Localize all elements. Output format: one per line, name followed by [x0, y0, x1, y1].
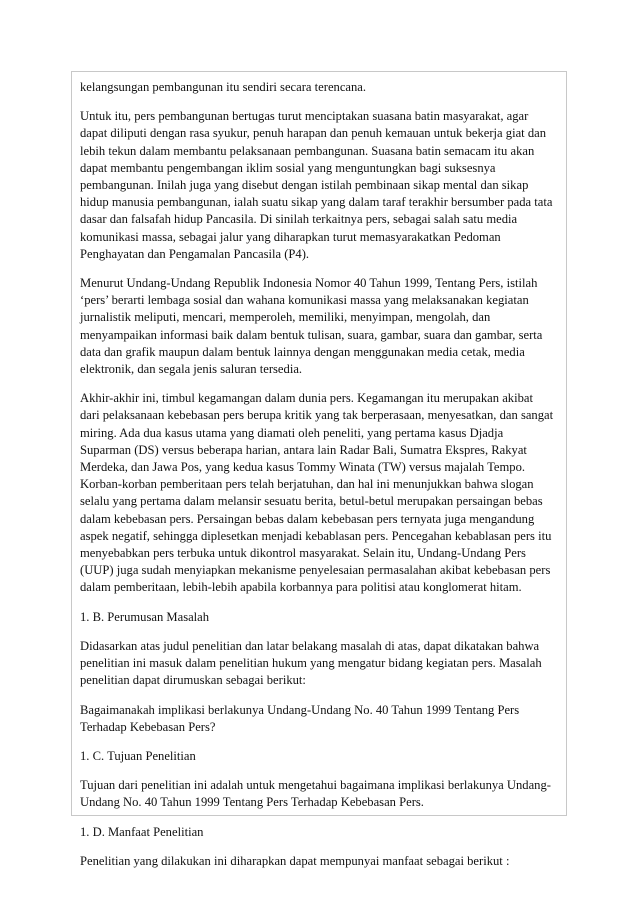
- text-line: (UUP) juga sudah menyiapkan mekanisme penyelesaian permasalahan akibat kebebasan pers: [80, 563, 551, 578]
- text-line: Akhir-akhir ini, timbul kegamangan dalam dunia pers. Kegamangan itu merupakan akibat: [80, 391, 533, 406]
- text-line: Tujuan dari penelitian ini adalah untuk mengetahui bagaimana implikasi berlakunya Undang-: [80, 778, 551, 793]
- text-line: lebih tekun dalam membantu pelaksanaan pembangunan. Suasana batin semacam itu akan: [80, 143, 535, 158]
- text-line: Korban-korban pemberitaan pers telah berjatuhan, dan hal ini menunjukkan bahwa slogan: [80, 477, 534, 492]
- paragraph-manfaat-penelitian: [80, 853, 558, 870]
- text-line: hidup manusia pembangunan, ialah suatu sikap yang dalam taraf terakhir bersumber pada tata: [80, 195, 553, 210]
- text-line: menyampaikan informasi baik dalam bentuk tulisan, suara, gambar, suara dan gambar, serta: [80, 327, 543, 342]
- text-line: Untuk itu, pers pembangunan bertugas turut menciptakan suasana batin masyarakat, agar: [80, 109, 529, 124]
- document-text-box: [71, 71, 567, 868]
- section-heading-perumusan-masalah: 1. B. Perumusan Masalah: [80, 609, 210, 624]
- text-line: dalam pemberitaan, lebih-lebih apabila korbannya para politisi atau konglomerat hitam.: [80, 580, 522, 595]
- paragraph-definisi-pers: [80, 275, 558, 378]
- paragraph-pers-pembangunan: [80, 108, 558, 263]
- section-heading-manfaat-penelitian: 1. D. Manfaat Penelitian: [80, 824, 204, 839]
- text-line: pembangunan. Inilah juga yang disebut dengan istilah pembinaan sikap mental dan sikap: [80, 178, 529, 193]
- paragraph-tujuan-penelitian: [80, 777, 558, 811]
- text-line: Penghayatan dan Pengamalan Pancasila (P4).: [80, 246, 310, 261]
- text-line: data dan grafik maupun dalam bentuk lainnya dengan menggunakan media cetak, media: [80, 344, 525, 359]
- text-line: selalu yang pertama dalam melansir sesuatu berita, betul-betul merupakan persaingan bebas: [80, 494, 543, 509]
- text-line: miring. Ada dua kasus utama yang diamati oleh peneliti, yang pertama kasus Djadja: [80, 425, 504, 440]
- text-line: penelitian ini masuk dalam penelitian hukum yang mengatur bidang kegiatan pers. Masalah: [80, 656, 542, 671]
- section-heading-tujuan-penelitian: 1. C. Tujuan Penelitian: [80, 748, 196, 763]
- text-line: Terhadap Kebebasan Pers?: [80, 719, 216, 734]
- text-line: Merdeka, dan Jawa Pos, yang kedua kasus Tommy Winata (TW) versus majalah Tempo.: [80, 460, 526, 475]
- text-line: komunikasi massa, sebagai jalur yang diharapkan turut memasyarakatkan Pedoman: [80, 229, 501, 244]
- text-line: Undang No. 40 Tahun 1999 Tentang Pers Terhadap Kebebasan Pers.: [80, 795, 424, 810]
- text-line: dapat diliputi dengan rasa syukur, penuh harapan dan penuh kemauan untuk bekerja giat dan: [80, 126, 547, 141]
- text-line: dalam kebebasan pers. Persaingan bebas dalam kebebasan pers ternyata juga mengandung: [80, 511, 535, 526]
- text-line: Menurut Undang-Undang Republik Indonesia Nomor 40 Tahun 1999, Tentang Pers, istilah: [80, 276, 538, 291]
- text-line: dasar dan falsafah hidup Pancasila. Di sinilah terkaitnya pers, sebagai salah satu media: [80, 212, 518, 227]
- text-line: aspek negatif, sehingga diplesetkan menjadi kebablasan pers. Pencegahan kebablasan pers itu: [80, 528, 552, 543]
- text-line: elektronik, dan segala jenis saluran tersedia.: [80, 362, 303, 377]
- text-line: kelangsungan pembangunan itu sendiri secara terencana.: [80, 80, 367, 94]
- text-line: penelitian dapat dirumuskan sebagai berikut:: [80, 673, 306, 688]
- text-line: jurnalistik meliputi, mencari, memperoleh, memiliki, menyimpan, mengolah, dan: [80, 310, 491, 325]
- text-line: Suparman (DS) versus beberapa harian, antara lain Radar Bali, Sumatra Ekspres, Rakyat: [80, 442, 527, 457]
- paragraph-kegamangan-pers: [80, 390, 558, 596]
- text-line: menyebabkan pers terbuka untuk dikontrol masyarakat. Selain itu, Undang-Undang Pers: [80, 546, 526, 561]
- text-line: Didasarkan atas judul penelitian dan latar belakang masalah di atas, dapat dikatakan bahwa: [80, 638, 540, 653]
- text-line: Bagaimanakah implikasi berlakunya Undang-Undang No. 40 Tahun 1999 Tentang Pers: [80, 702, 520, 717]
- paragraph-continuation: [80, 79, 558, 96]
- paragraph-perumusan-masalah: [80, 638, 558, 690]
- text-line: dari pelaksanaan kebebasan pers berupa kritik yang tak berperasaan, menyesatkan, dan sangat: [80, 408, 554, 423]
- text-line: Penelitian yang dilakukan ini diharapkan dapat mempunyai manfaat sebagai berikut :: [80, 853, 510, 868]
- paragraph-research-question: [80, 702, 558, 736]
- text-line: ‘pers’ berarti lembaga sosial dan wahana komunikasi massa yang melaksanakan kegiatan: [80, 293, 529, 308]
- text-line: dapat membantu pengembangan iklim sosial yang menguntungkan bagi suksesnya: [80, 160, 496, 175]
